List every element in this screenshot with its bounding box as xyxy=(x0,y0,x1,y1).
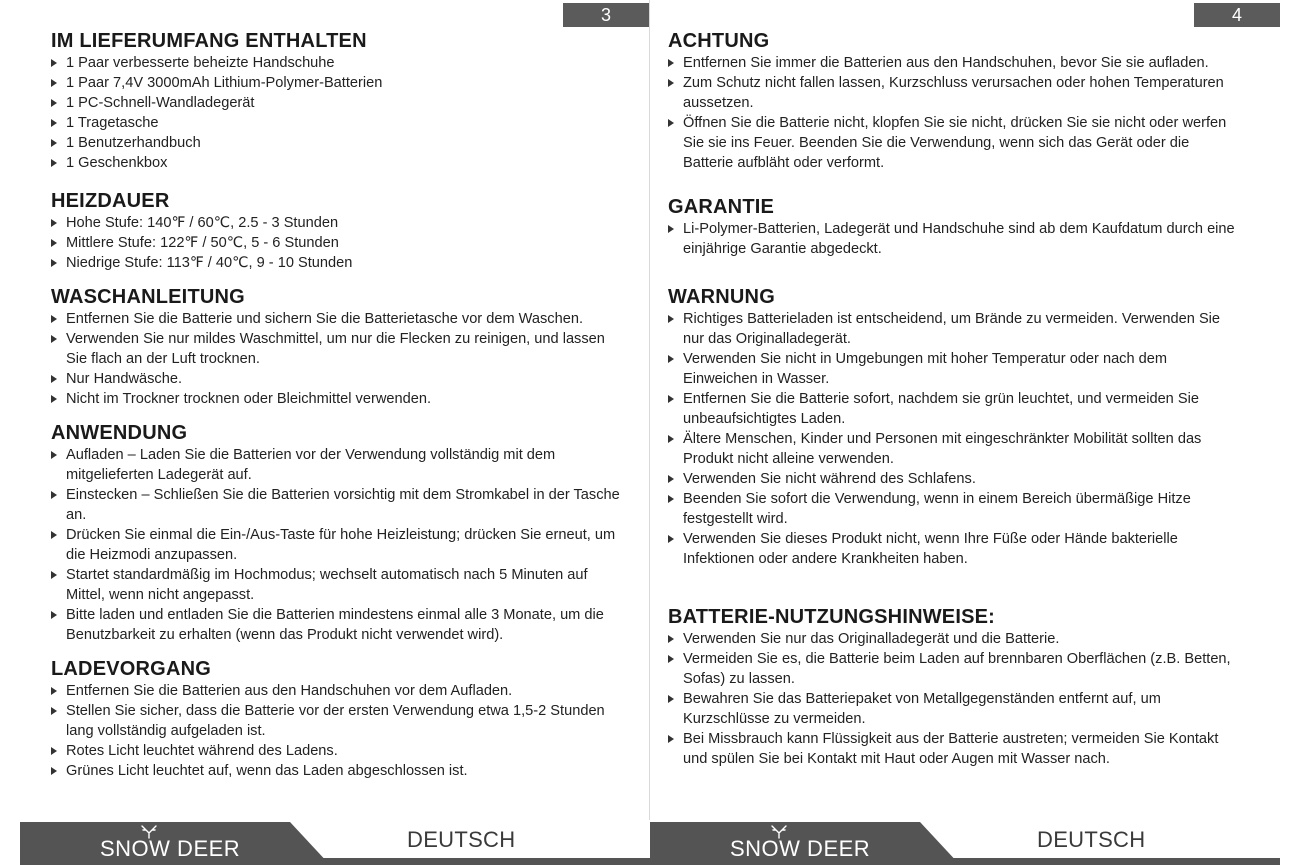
triangle-right-icon xyxy=(51,375,57,383)
triangle-right-icon xyxy=(668,535,674,543)
list-item: 1 Geschenkbox xyxy=(51,153,626,173)
page-number: 4 xyxy=(1194,3,1280,27)
triangle-right-icon xyxy=(51,531,57,539)
page-footer xyxy=(650,822,1280,865)
triangle-right-icon xyxy=(51,159,57,167)
triangle-right-icon xyxy=(51,707,57,715)
list-item: Bewahren Sie das Batteriepaket von Metallgegenständen entfernt auf, um Kurzschlüsse zu vermeiden. xyxy=(668,689,1243,729)
list-item: Nur Handwäsche. xyxy=(51,369,626,389)
list-item: Ältere Menschen, Kinder und Personen mit eingeschränkter Mobilität sollten das Produkt nicht alleine verwenden. xyxy=(668,429,1243,469)
triangle-right-icon xyxy=(668,735,674,743)
section-ladevorgang xyxy=(51,657,626,781)
bullet-list xyxy=(668,53,1243,173)
triangle-right-icon xyxy=(668,59,674,67)
section-title: LADEVORGANG xyxy=(51,658,211,680)
bullet-list xyxy=(51,445,626,645)
section-waschanleitung xyxy=(51,285,626,409)
triangle-right-icon xyxy=(51,139,57,147)
bullet-list xyxy=(668,309,1243,569)
triangle-right-icon xyxy=(51,571,57,579)
section-im-lieferumfang-enthalten xyxy=(51,29,626,173)
triangle-right-icon xyxy=(668,495,674,503)
list-item: Verwenden Sie dieses Produkt nicht, wenn Ihre Füße oder Hände bakterielle Infektionen oder andere Krankheiten haben. xyxy=(668,529,1243,569)
list-item: Bitte laden und entladen Sie die Batterien mindestens einmal alle 3 Monate, um die Benutzbarkeit zu erhalten (wenn das Produkt nicht verwendet wird). xyxy=(51,605,626,645)
triangle-right-icon xyxy=(51,335,57,343)
triangle-right-icon xyxy=(51,611,57,619)
list-item: 1 Benutzerhandbuch xyxy=(51,133,626,153)
list-item: Zum Schutz nicht fallen lassen, Kurzschluss verursachen oder hohen Temperaturen aussetzen. xyxy=(668,73,1243,113)
list-item: Entfernen Sie die Batterie sofort, nachdem sie grün leuchtet, und vermeiden Sie unbeaufsichtigtes Laden. xyxy=(668,389,1243,429)
list-item: Entfernen Sie die Batterie und sichern Sie die Batterietasche vor dem Waschen. xyxy=(51,309,626,329)
triangle-right-icon xyxy=(51,79,57,87)
triangle-right-icon xyxy=(51,239,57,247)
triangle-right-icon xyxy=(51,315,57,323)
list-item: Beenden Sie sofort die Verwendung, wenn in einem Bereich übermäßige Hitze festgestellt wird. xyxy=(668,489,1243,529)
page-4 xyxy=(650,0,1300,865)
language-label: DEUTSCH xyxy=(1037,827,1146,852)
section-achtung xyxy=(668,29,1243,173)
list-item: 1 Paar 7,4V 3000mAh Lithium-Polymer-Batterien xyxy=(51,73,626,93)
triangle-right-icon xyxy=(51,687,57,695)
list-item: Startet standardmäßig im Hochmodus; wechselt automatisch nach 5 Minuten auf Mittel, wenn nicht angepasst. xyxy=(51,565,626,605)
bullet-list xyxy=(51,53,626,173)
list-item: Rotes Licht leuchtet während des Ladens. xyxy=(51,741,626,761)
page-footer xyxy=(20,822,650,865)
list-item: Entfernen Sie immer die Batterien aus den Handschuhen, bevor Sie sie aufladen. xyxy=(668,53,1243,73)
triangle-right-icon xyxy=(51,451,57,459)
bullet-list xyxy=(668,629,1243,769)
triangle-right-icon xyxy=(668,119,674,127)
section-garantie xyxy=(668,195,1243,259)
page-number: 3 xyxy=(563,3,649,27)
triangle-right-icon xyxy=(668,395,674,403)
triangle-right-icon xyxy=(668,225,674,233)
triangle-right-icon xyxy=(51,747,57,755)
list-item: Nicht im Trockner trocknen oder Bleichmittel verwenden. xyxy=(51,389,626,409)
section-heizdauer xyxy=(51,189,626,273)
list-item: Aufladen – Laden Sie die Batterien vor der Verwendung vollständig mit dem mitgelieferten Ladegerät auf. xyxy=(51,445,626,485)
triangle-right-icon xyxy=(668,79,674,87)
triangle-right-icon xyxy=(668,695,674,703)
triangle-right-icon xyxy=(668,655,674,663)
triangle-right-icon xyxy=(668,475,674,483)
triangle-right-icon xyxy=(51,99,57,107)
list-item: Stellen Sie sicher, dass die Batterie vor der ersten Verwendung etwa 1,5-2 Stunden lang vollständig aufgeladen ist. xyxy=(51,701,626,741)
section-title: ANWENDUNG xyxy=(51,422,188,444)
list-item: Einstecken – Schließen Sie die Batterien vorsichtig mit dem Stromkabel in der Tasche an. xyxy=(51,485,626,525)
page-content xyxy=(51,29,626,781)
list-item: Verwenden Sie nicht während des Schlafens. xyxy=(668,469,1243,489)
page-content xyxy=(668,29,1243,769)
list-item: 1 Tragetasche xyxy=(51,113,626,133)
bullet-list xyxy=(51,681,626,781)
section-title: IM LIEFERUMFANG ENTHALTEN xyxy=(51,30,367,52)
list-item: Li-Polymer-Batterien, Ladegerät und Handschuhe sind ab dem Kaufdatum durch eine einjährige Garantie abgedeckt. xyxy=(668,219,1243,259)
triangle-right-icon xyxy=(51,59,57,67)
brand-logo-text: SNOW DEER xyxy=(100,836,241,861)
section-title: WASCHANLEITUNG xyxy=(51,286,245,308)
list-item: Mittlere Stufe: 122℉ / 50℃, 5 - 6 Stunden xyxy=(51,233,626,253)
list-item: Verwenden Sie nur mildes Waschmittel, um nur die Flecken zu reinigen, und lassen Sie flach an der Luft trocknen. xyxy=(51,329,626,369)
list-item: Verwenden Sie nicht in Umgebungen mit hoher Temperatur oder nach dem Einweichen in Wasser. xyxy=(668,349,1243,389)
bullet-list xyxy=(51,213,626,273)
list-item: Richtiges Batterieladen ist entscheidend, um Brände zu vermeiden. Verwenden Sie nur das Originalladegerät. xyxy=(668,309,1243,349)
section-title: HEIZDAUER xyxy=(51,190,170,212)
list-item: Bei Missbrauch kann Flüssigkeit aus der Batterie austreten; vermeiden Sie Kontakt und spülen Sie bei Kontakt mit Haut oder Augen mit Wasser nach. xyxy=(668,729,1243,769)
list-item: Öffnen Sie die Batterie nicht, klopfen Sie sie nicht, drücken Sie sie nicht oder werfen Sie sie ins Feuer. Beenden Sie die Verwendung, wenn sich das Gerät oder die Batterie aufbläht oder verformt. xyxy=(668,113,1243,173)
section-title: WARNUNG xyxy=(668,286,775,308)
list-item: Entfernen Sie die Batterien aus den Handschuhen vor dem Aufladen. xyxy=(51,681,626,701)
bullet-list xyxy=(51,309,626,409)
list-item: Niedrige Stufe: 113℉ / 40℃, 9 - 10 Stunden xyxy=(51,253,626,273)
list-item: Grünes Licht leuchtet auf, wenn das Laden abgeschlossen ist. xyxy=(51,761,626,781)
section-title: BATTERIE-NUTZUNGSHINWEISE: xyxy=(668,606,996,628)
section-anwendung xyxy=(51,421,626,645)
list-item: Hohe Stufe: 140℉ / 60℃, 2.5 - 3 Stunden xyxy=(51,213,626,233)
triangle-right-icon xyxy=(51,219,57,227)
triangle-right-icon xyxy=(51,491,57,499)
list-item: Drücken Sie einmal die Ein-/Aus-Taste für hohe Heizleistung; drücken Sie erneut, um die Heizmodi anzupassen. xyxy=(51,525,626,565)
triangle-right-icon xyxy=(51,119,57,127)
triangle-right-icon xyxy=(668,435,674,443)
bullet-list xyxy=(668,219,1243,259)
list-item: 1 PC-Schnell-Wandladegerät xyxy=(51,93,626,113)
language-label: DEUTSCH xyxy=(407,827,516,852)
triangle-right-icon xyxy=(668,355,674,363)
triangle-right-icon xyxy=(668,635,674,643)
section-warnung xyxy=(668,285,1243,569)
list-item: Vermeiden Sie es, die Batterie beim Laden auf brennbaren Oberflächen (z.B. Betten, Sofas) zu lassen. xyxy=(668,649,1243,689)
section-batterie-nutzungshinweise xyxy=(668,605,1243,769)
triangle-right-icon xyxy=(668,315,674,323)
section-title: ACHTUNG xyxy=(668,30,770,52)
list-item: 1 Paar verbesserte beheizte Handschuhe xyxy=(51,53,626,73)
triangle-right-icon xyxy=(51,767,57,775)
triangle-right-icon xyxy=(51,259,57,267)
triangle-right-icon xyxy=(51,395,57,403)
section-title: GARANTIE xyxy=(668,196,775,218)
list-item: Verwenden Sie nur das Originalladegerät und die Batterie. xyxy=(668,629,1243,649)
brand-logo-text: SNOW DEER xyxy=(730,836,871,861)
